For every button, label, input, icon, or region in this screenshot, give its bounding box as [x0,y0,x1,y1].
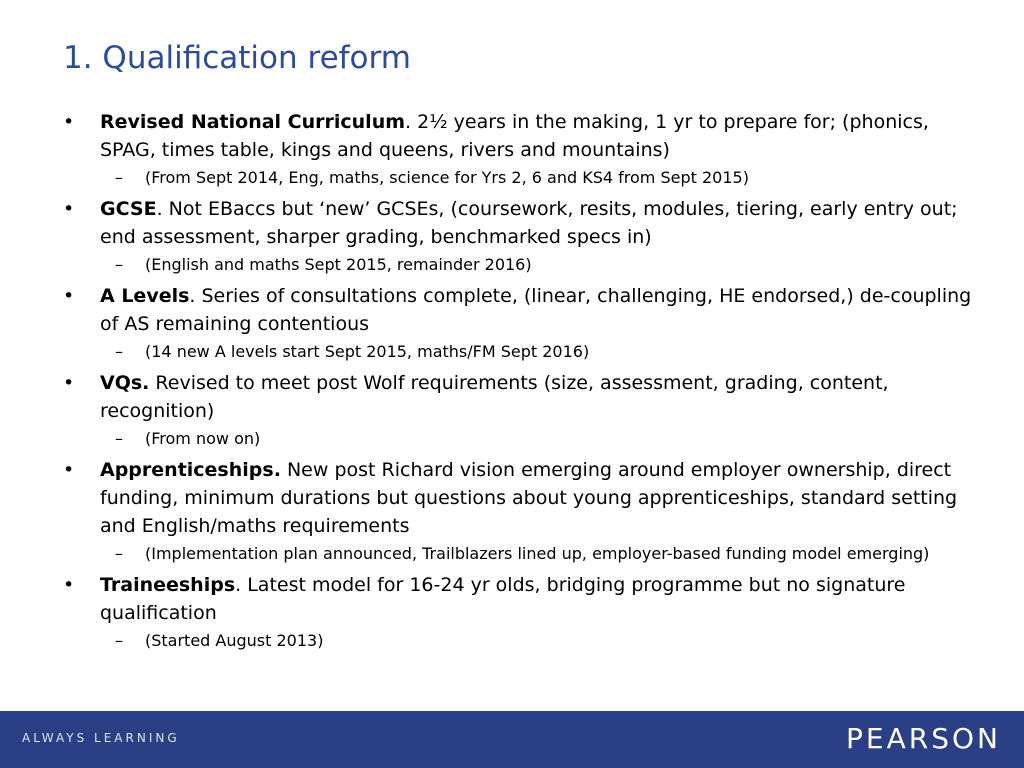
dash-marker-icon: – [115,168,123,187]
sub-bullet-text: (From now on) [145,429,261,448]
bullet-heading: Traineeships [100,574,236,596]
footer-tagline: ALWAYS LEARNING [22,731,180,745]
bullet-heading: GCSE [100,198,157,220]
pearson-logo: PEARSON [846,722,1001,755]
sub-bullet-item [100,341,973,362]
bullet-text: . Not EBaccs but ‘new’ GCSEs, (coursework, resits, modules, tiering, early entry out; end assessment, sharper grading, benchmarked specs in) [100,198,958,248]
bullet-marker-icon: • [63,372,75,394]
bullet-item [63,571,973,651]
dash-marker-icon: – [115,544,123,563]
bullet-item [63,195,973,275]
bullet-text: . Latest model for 16-24 yr olds, bridging programme but no signature qualification [100,574,906,624]
bullet-heading: Revised National Curriculum [100,111,406,133]
sub-bullet-item [100,630,973,651]
sub-bullet-item [100,167,973,188]
bullet-item [63,456,973,564]
bullet-heading: A Levels [100,285,190,307]
bullet-text: New post Richard vision emerging around employer ownership, direct funding, minimum durations but questions about young apprenticeships, standard setting and English/maths requirements [100,459,958,537]
bullet-item [63,282,973,362]
bullet-heading: Apprenticeships. [100,459,281,481]
sub-bullet-item [100,254,973,275]
bullet-text: Revised to meet post Wolf requirements (size, assessment, grading, content, recognition) [100,372,889,422]
dash-marker-icon: – [115,342,123,361]
sub-bullet-text: (From Sept 2014, Eng, maths, science for Yrs 2, 6 and KS4 from Sept 2015) [145,168,749,187]
sub-bullet-text: (Implementation plan announced, Trailblazers lined up, employer-based funding model emerging) [145,544,930,563]
sub-bullet-text: (Started August 2013) [145,631,324,650]
bullet-heading: VQs. [100,372,150,394]
bullet-marker-icon: • [63,574,75,596]
bullet-text: . Series of consultations complete, (linear, challenging, HE endorsed,) de-coupling of AS remaining contentious [100,285,972,335]
bullet-item [63,369,973,449]
slide-title: 1. Qualification reform [63,40,411,76]
dash-marker-icon: – [115,255,123,274]
bullet-marker-icon: • [63,285,75,307]
sub-bullet-item [100,543,973,564]
bullet-text: . 2½ years in the making, 1 yr to prepare for; (phonics, SPAG, times table, kings and queens, rivers and mountains) [100,111,929,161]
footer-bar [0,711,1024,768]
bullet-marker-icon: • [63,459,75,481]
bullet-marker-icon: • [63,111,75,133]
bullet-marker-icon: • [63,198,75,220]
sub-bullet-text: (14 new A levels start Sept 2015, maths/FM Sept 2016) [145,342,590,361]
bullet-item [63,108,973,188]
dash-marker-icon: – [115,631,123,650]
sub-bullet-text: (English and maths Sept 2015, remainder 2016) [145,255,532,274]
sub-bullet-item [100,428,973,449]
dash-marker-icon: – [115,429,123,448]
bullet-list [63,108,973,651]
